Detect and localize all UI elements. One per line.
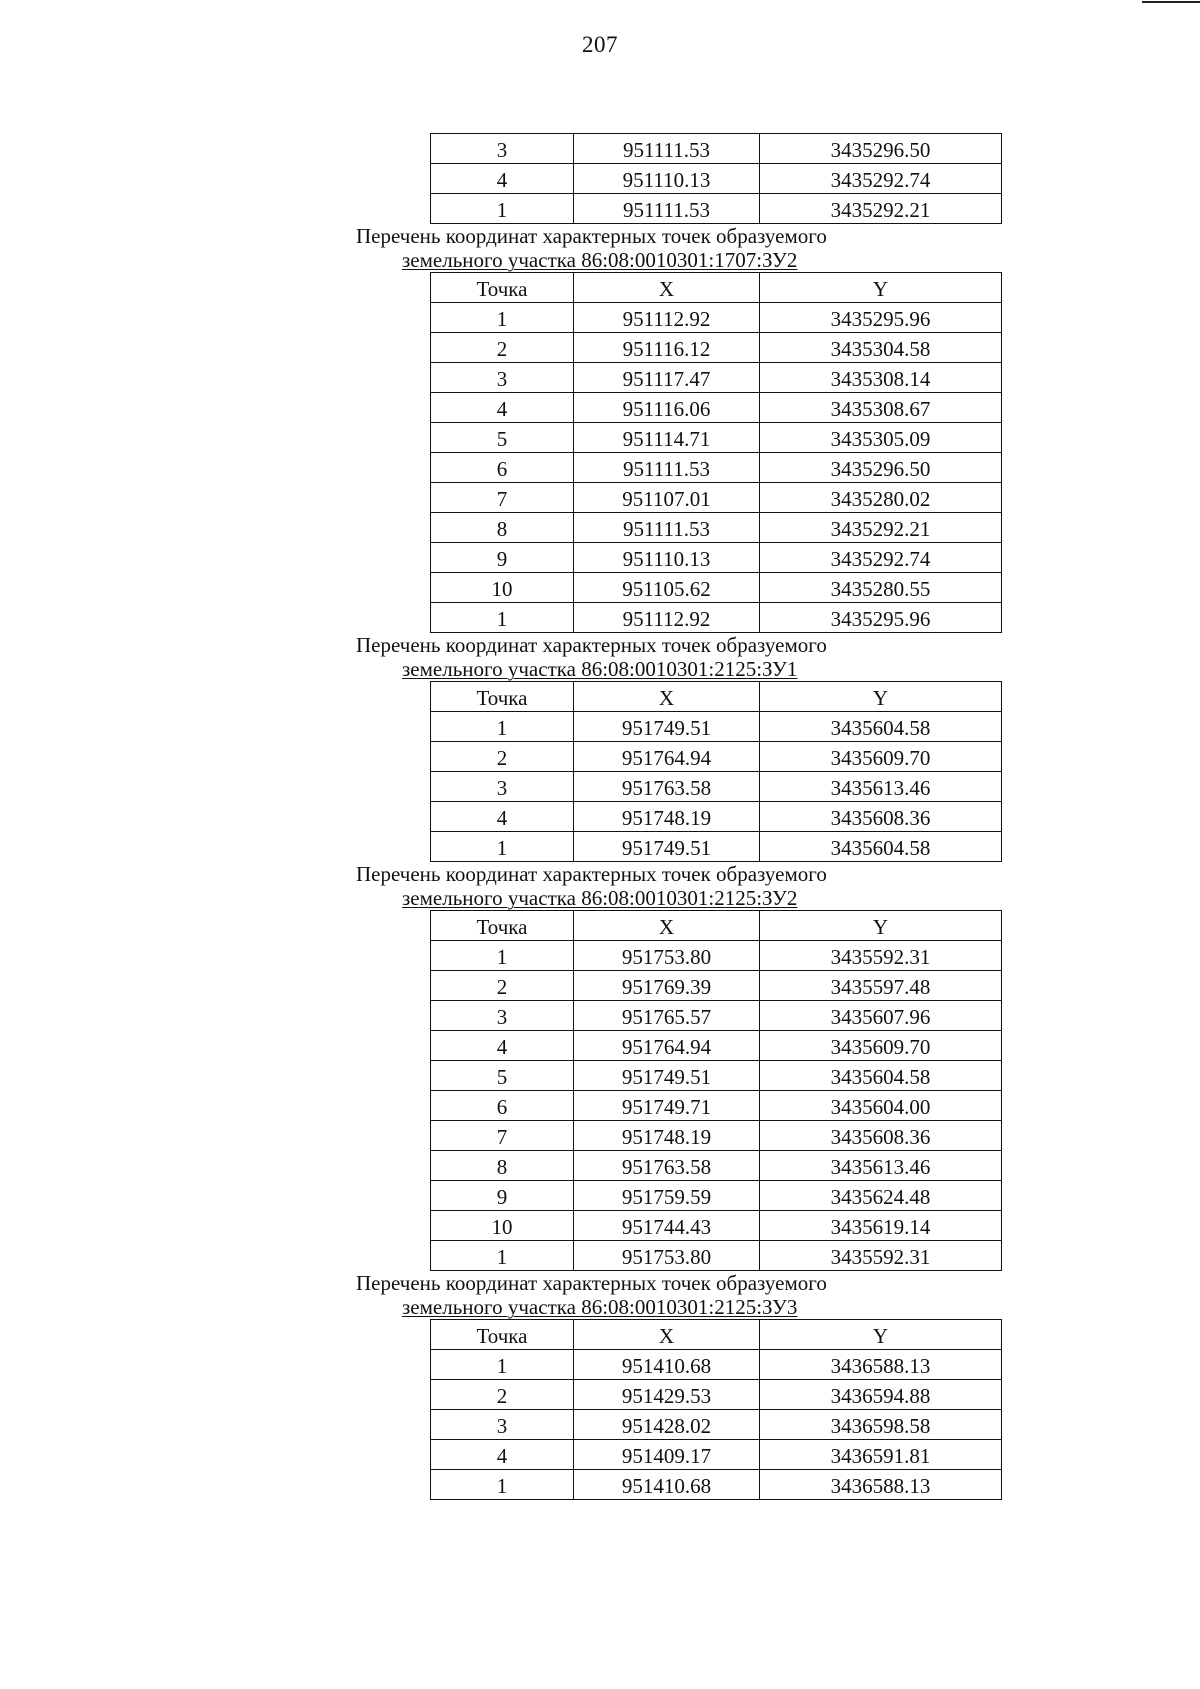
header-y: Y <box>760 911 1002 941</box>
header-x: X <box>574 911 760 941</box>
x-coordinate-cell: 951107.01 <box>574 483 760 513</box>
table-row <box>431 603 1002 633</box>
x-coordinate-cell: 951111.53 <box>574 134 760 164</box>
y-coordinate-cell: 3435619.14 <box>760 1211 1002 1241</box>
point-number-cell: 1 <box>431 1350 574 1380</box>
header-point: Точка <box>431 911 574 941</box>
point-number-cell: 1 <box>431 303 574 333</box>
heading-line-2: земельного участка 86:08:0010301:1707:ЗУ2 <box>402 248 798 272</box>
y-coordinate-cell: 3435604.58 <box>760 1061 1002 1091</box>
coordinates-table <box>430 1319 1002 1500</box>
x-coordinate-cell: 951748.19 <box>574 1121 760 1151</box>
x-coordinate-cell: 951749.71 <box>574 1091 760 1121</box>
table-row <box>431 802 1002 832</box>
point-number-cell: 2 <box>431 333 574 363</box>
table-row <box>431 333 1002 363</box>
y-coordinate-cell: 3435624.48 <box>760 1181 1002 1211</box>
table-row <box>431 513 1002 543</box>
coordinates-table <box>430 681 1002 862</box>
y-coordinate-cell: 3435592.31 <box>760 941 1002 971</box>
coordinate-blocks <box>0 224 1200 1500</box>
x-coordinate-cell: 951110.13 <box>574 543 760 573</box>
heading-line-1: Перечень координат характерных точек образуемого <box>356 1271 827 1295</box>
table-row <box>431 1121 1002 1151</box>
document-body <box>0 133 1200 1500</box>
x-coordinate-cell: 951749.51 <box>574 712 760 742</box>
table-row <box>431 1211 1002 1241</box>
table-row <box>431 1031 1002 1061</box>
y-coordinate-cell: 3436588.13 <box>760 1470 1002 1500</box>
table-row <box>431 573 1002 603</box>
table-row <box>431 543 1002 573</box>
x-coordinate-cell: 951769.39 <box>574 971 760 1001</box>
table-header-row <box>431 911 1002 941</box>
block-heading <box>0 1271 1200 1319</box>
heading-line-2: земельного участка 86:08:0010301:2125:ЗУ1 <box>402 657 798 681</box>
table-row <box>431 1091 1002 1121</box>
table-row <box>431 1181 1002 1211</box>
point-number-cell: 2 <box>431 1380 574 1410</box>
point-number-cell: 4 <box>431 1440 574 1470</box>
block-heading <box>0 224 1200 272</box>
table-row <box>431 941 1002 971</box>
point-number-cell: 10 <box>431 573 574 603</box>
table-row <box>431 1151 1002 1181</box>
block-heading <box>0 862 1200 910</box>
y-coordinate-cell: 3435304.58 <box>760 333 1002 363</box>
table-row <box>431 971 1002 1001</box>
y-coordinate-cell: 3435607.96 <box>760 1001 1002 1031</box>
point-number-cell: 1 <box>431 194 574 224</box>
point-number-cell: 1 <box>431 832 574 862</box>
point-number-cell: 4 <box>431 1031 574 1061</box>
point-number-cell: 3 <box>431 134 574 164</box>
y-coordinate-cell: 3435305.09 <box>760 423 1002 453</box>
y-coordinate-cell: 3436588.13 <box>760 1350 1002 1380</box>
x-coordinate-cell: 951111.53 <box>574 453 760 483</box>
point-number-cell: 3 <box>431 1410 574 1440</box>
y-coordinate-cell: 3435308.67 <box>760 393 1002 423</box>
y-coordinate-cell: 3435597.48 <box>760 971 1002 1001</box>
header-y: Y <box>760 273 1002 303</box>
table-row <box>431 1350 1002 1380</box>
point-number-cell: 1 <box>431 1241 574 1271</box>
y-coordinate-cell: 3435296.50 <box>760 453 1002 483</box>
header-point: Точка <box>431 273 574 303</box>
x-coordinate-cell: 951111.53 <box>574 513 760 543</box>
point-number-cell: 1 <box>431 941 574 971</box>
point-number-cell: 6 <box>431 1091 574 1121</box>
point-number-cell: 3 <box>431 772 574 802</box>
point-number-cell: 8 <box>431 1151 574 1181</box>
x-coordinate-cell: 951744.43 <box>574 1211 760 1241</box>
table-header-row <box>431 273 1002 303</box>
coordinates-table <box>430 910 1002 1271</box>
y-coordinate-cell: 3435292.74 <box>760 164 1002 194</box>
point-number-cell: 3 <box>431 1001 574 1031</box>
x-coordinate-cell: 951117.47 <box>574 363 760 393</box>
x-coordinate-cell: 951749.51 <box>574 1061 760 1091</box>
x-coordinate-cell: 951763.58 <box>574 1151 760 1181</box>
x-coordinate-cell: 951759.59 <box>574 1181 760 1211</box>
table-row <box>431 303 1002 333</box>
x-coordinate-cell: 951753.80 <box>574 1241 760 1271</box>
point-number-cell: 1 <box>431 1470 574 1500</box>
y-coordinate-cell: 3435592.31 <box>760 1241 1002 1271</box>
x-coordinate-cell: 951105.62 <box>574 573 760 603</box>
point-number-cell: 1 <box>431 712 574 742</box>
continued-coordinates-table <box>430 133 1002 224</box>
header-y: Y <box>760 1320 1002 1350</box>
point-number-cell: 7 <box>431 483 574 513</box>
table-row <box>431 1241 1002 1271</box>
table-row <box>431 363 1002 393</box>
point-number-cell: 6 <box>431 453 574 483</box>
table-row <box>431 453 1002 483</box>
page-number: 207 <box>582 32 618 57</box>
point-number-cell: 10 <box>431 1211 574 1241</box>
table-row <box>431 772 1002 802</box>
x-coordinate-cell: 951748.19 <box>574 802 760 832</box>
y-coordinate-cell: 3435604.58 <box>760 712 1002 742</box>
y-coordinate-cell: 3435292.74 <box>760 543 1002 573</box>
point-number-cell: 5 <box>431 423 574 453</box>
y-coordinate-cell: 3435292.21 <box>760 194 1002 224</box>
point-number-cell: 7 <box>431 1121 574 1151</box>
point-number-cell: 4 <box>431 802 574 832</box>
table-row <box>431 194 1002 224</box>
coordinate-block <box>0 1271 1200 1500</box>
x-coordinate-cell: 951753.80 <box>574 941 760 971</box>
x-coordinate-cell: 951114.71 <box>574 423 760 453</box>
y-coordinate-cell: 3435296.50 <box>760 134 1002 164</box>
x-coordinate-cell: 951429.53 <box>574 1380 760 1410</box>
x-coordinate-cell: 951409.17 <box>574 1440 760 1470</box>
coordinate-block <box>0 633 1200 862</box>
x-coordinate-cell: 951764.94 <box>574 742 760 772</box>
heading-line-2: земельного участка 86:08:0010301:2125:ЗУ3 <box>402 1295 798 1319</box>
coordinates-table <box>430 272 1002 633</box>
table-row <box>431 832 1002 862</box>
x-coordinate-cell: 951110.13 <box>574 164 760 194</box>
y-coordinate-cell: 3435604.58 <box>760 832 1002 862</box>
table-row <box>431 1410 1002 1440</box>
table-header-row <box>431 1320 1002 1350</box>
table-row <box>431 1470 1002 1500</box>
point-number-cell: 4 <box>431 164 574 194</box>
point-number-cell: 2 <box>431 742 574 772</box>
point-number-cell: 3 <box>431 363 574 393</box>
y-coordinate-cell: 3435280.02 <box>760 483 1002 513</box>
table-row <box>431 393 1002 423</box>
block-heading <box>0 633 1200 681</box>
y-coordinate-cell: 3435604.00 <box>760 1091 1002 1121</box>
header-x: X <box>574 1320 760 1350</box>
scan-edge-mark <box>1142 1 1200 3</box>
heading-line-1: Перечень координат характерных точек образуемого <box>356 862 827 886</box>
table-row <box>431 1061 1002 1091</box>
x-coordinate-cell: 951428.02 <box>574 1410 760 1440</box>
x-coordinate-cell: 951116.06 <box>574 393 760 423</box>
header-point: Точка <box>431 682 574 712</box>
table-row <box>431 483 1002 513</box>
coordinate-block <box>0 862 1200 1271</box>
table-row <box>431 134 1002 164</box>
table-row <box>431 712 1002 742</box>
header-x: X <box>574 682 760 712</box>
table-row <box>431 742 1002 772</box>
x-coordinate-cell: 951116.12 <box>574 333 760 363</box>
point-number-cell: 9 <box>431 543 574 573</box>
y-coordinate-cell: 3436598.58 <box>760 1410 1002 1440</box>
table-row <box>431 1380 1002 1410</box>
header-point: Точка <box>431 1320 574 1350</box>
y-coordinate-cell: 3435295.96 <box>760 303 1002 333</box>
point-number-cell: 1 <box>431 603 574 633</box>
y-coordinate-cell: 3435608.36 <box>760 802 1002 832</box>
coordinate-block <box>0 224 1200 633</box>
table-row <box>431 1001 1002 1031</box>
y-coordinate-cell: 3435295.96 <box>760 603 1002 633</box>
y-coordinate-cell: 3436594.88 <box>760 1380 1002 1410</box>
heading-line-1: Перечень координат характерных точек образуемого <box>356 224 827 248</box>
x-coordinate-cell: 951749.51 <box>574 832 760 862</box>
header-y: Y <box>760 682 1002 712</box>
y-coordinate-cell: 3435308.14 <box>760 363 1002 393</box>
x-coordinate-cell: 951764.94 <box>574 1031 760 1061</box>
y-coordinate-cell: 3435613.46 <box>760 772 1002 802</box>
x-coordinate-cell: 951111.53 <box>574 194 760 224</box>
point-number-cell: 2 <box>431 971 574 1001</box>
table-row <box>431 423 1002 453</box>
point-number-cell: 9 <box>431 1181 574 1211</box>
y-coordinate-cell: 3435280.55 <box>760 573 1002 603</box>
x-coordinate-cell: 951763.58 <box>574 772 760 802</box>
point-number-cell: 5 <box>431 1061 574 1091</box>
header-x: X <box>574 273 760 303</box>
table-row <box>431 1440 1002 1470</box>
x-coordinate-cell: 951112.92 <box>574 603 760 633</box>
table-row <box>431 164 1002 194</box>
y-coordinate-cell: 3436591.81 <box>760 1440 1002 1470</box>
y-coordinate-cell: 3435609.70 <box>760 1031 1002 1061</box>
y-coordinate-cell: 3435608.36 <box>760 1121 1002 1151</box>
point-number-cell: 8 <box>431 513 574 543</box>
x-coordinate-cell: 951410.68 <box>574 1470 760 1500</box>
table-header-row <box>431 682 1002 712</box>
x-coordinate-cell: 951765.57 <box>574 1001 760 1031</box>
heading-line-1: Перечень координат характерных точек образуемого <box>356 633 827 657</box>
x-coordinate-cell: 951112.92 <box>574 303 760 333</box>
y-coordinate-cell: 3435613.46 <box>760 1151 1002 1181</box>
point-number-cell: 4 <box>431 393 574 423</box>
heading-line-2: земельного участка 86:08:0010301:2125:ЗУ2 <box>402 886 798 910</box>
y-coordinate-cell: 3435609.70 <box>760 742 1002 772</box>
y-coordinate-cell: 3435292.21 <box>760 513 1002 543</box>
x-coordinate-cell: 951410.68 <box>574 1350 760 1380</box>
